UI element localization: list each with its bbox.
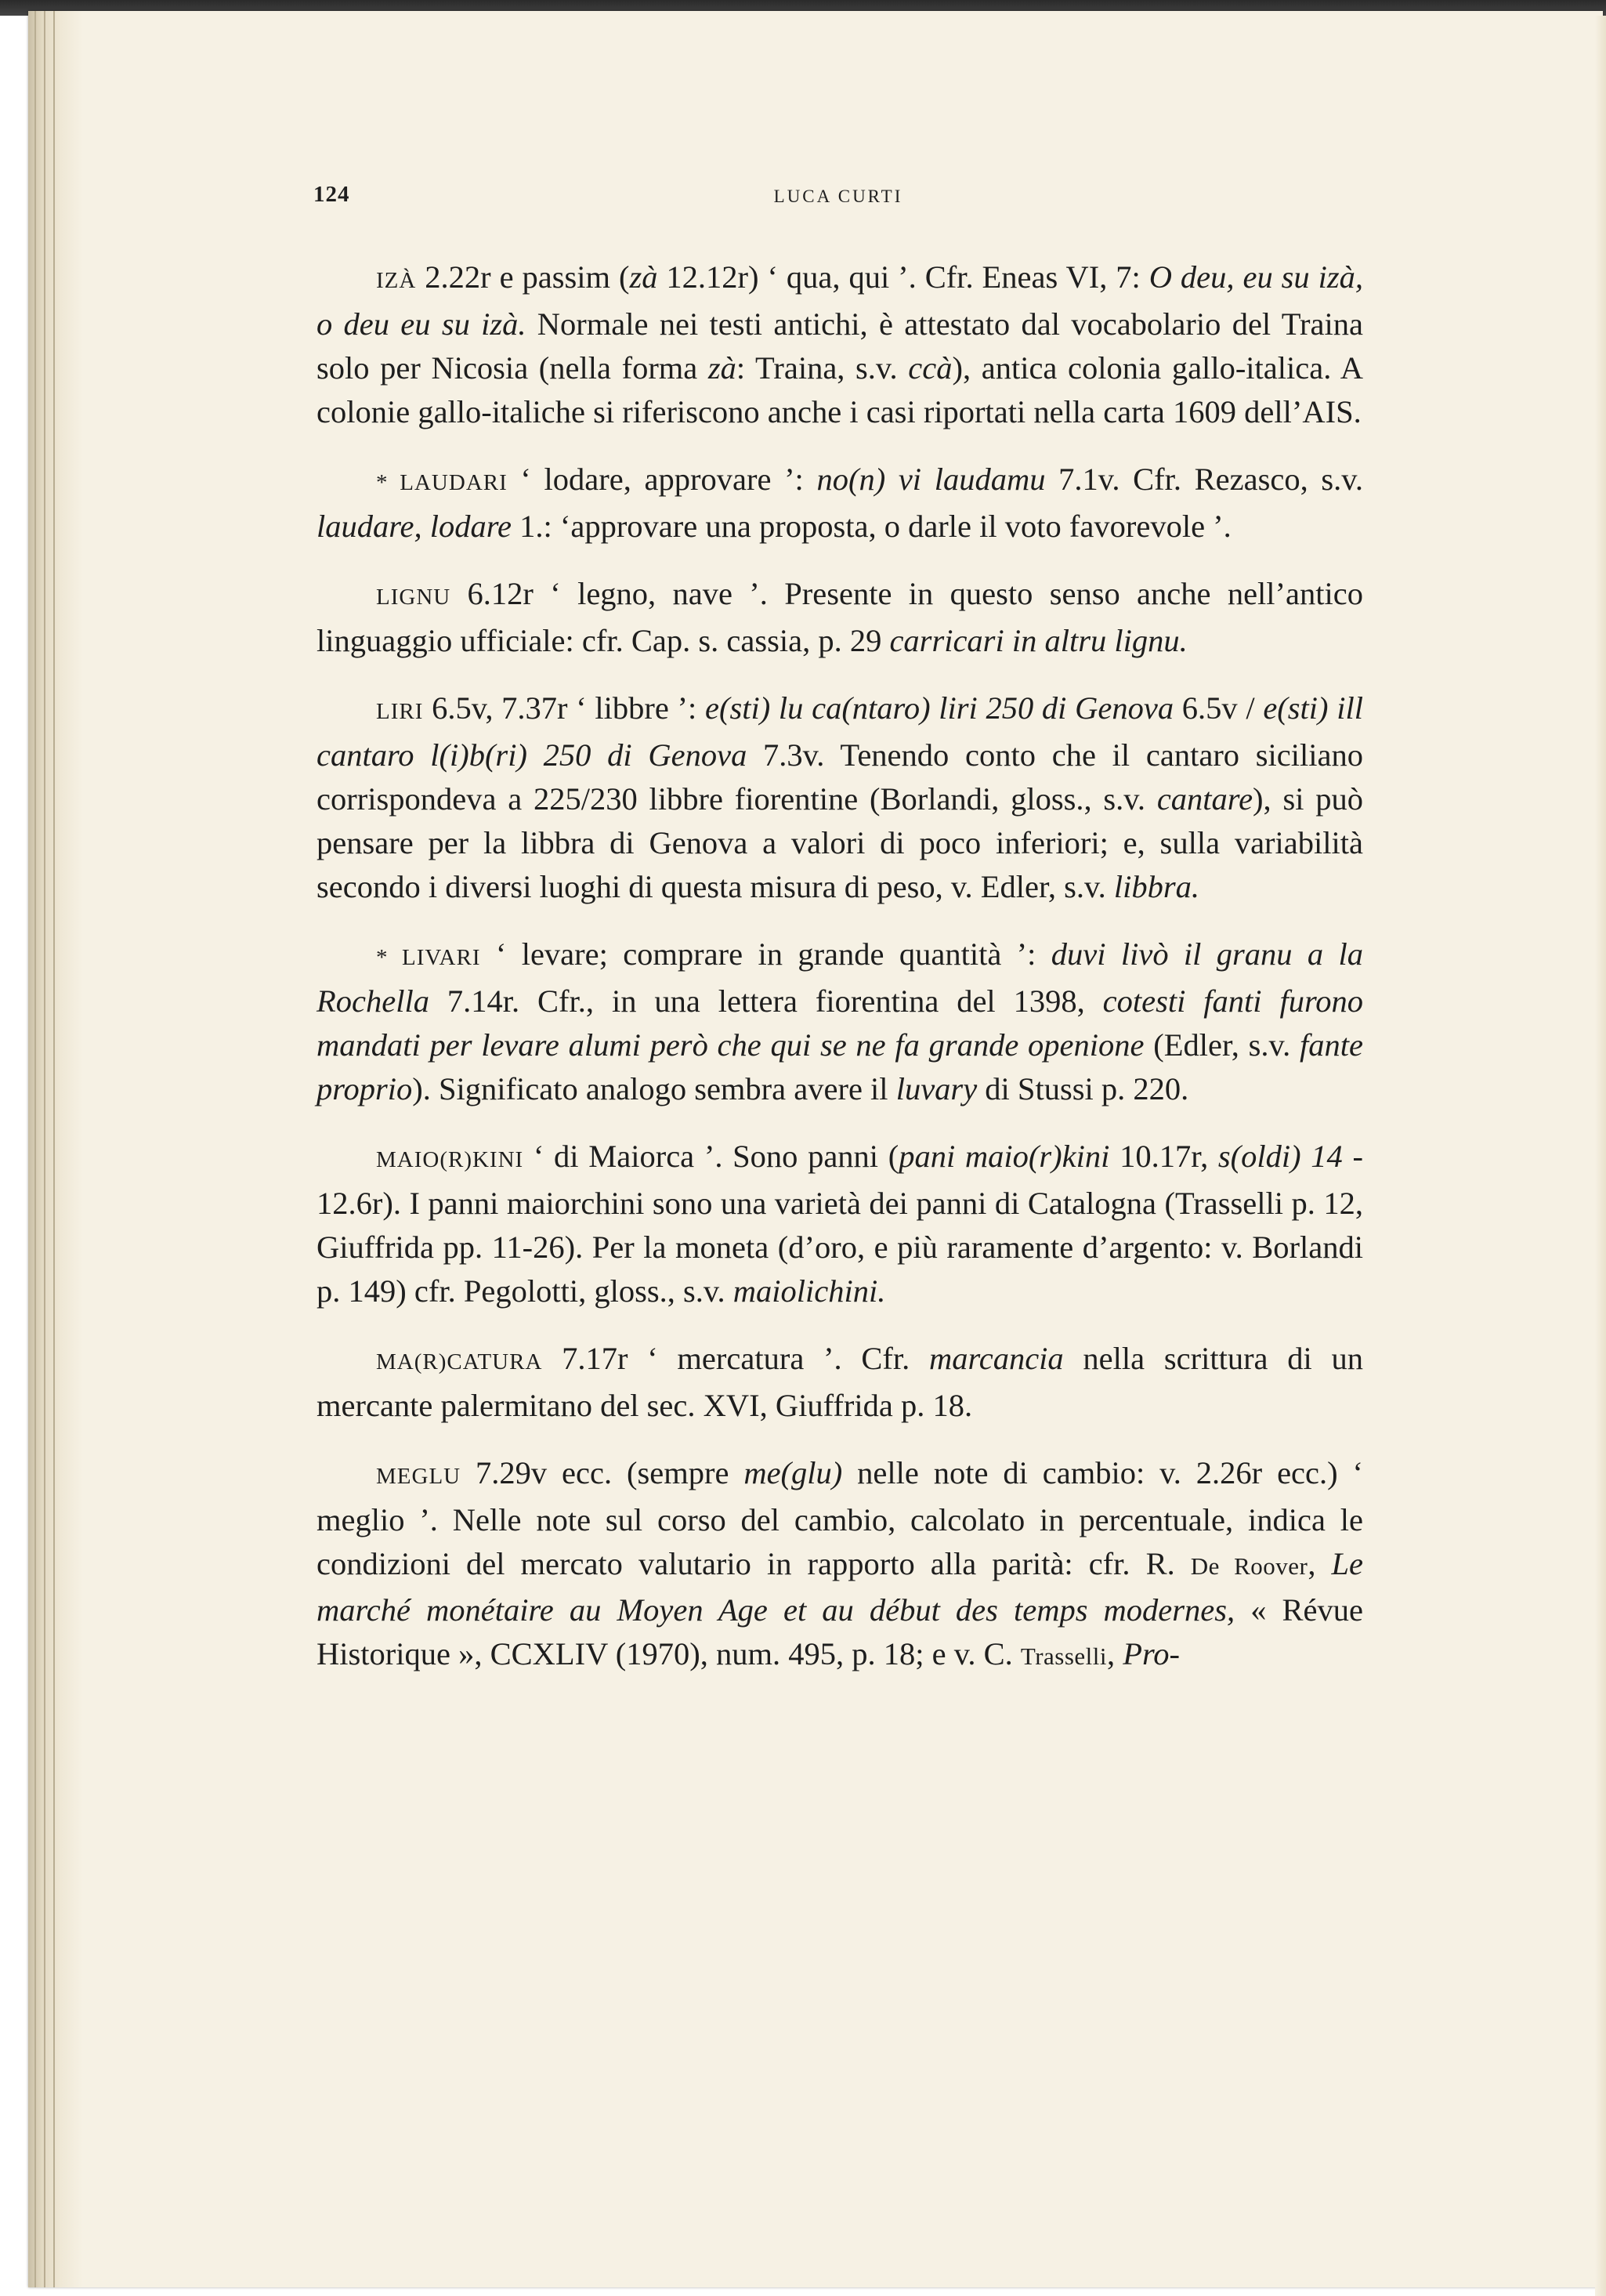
entry-italic: marcancia (928, 1341, 1064, 1376)
entry-text: : Traina, s.v. (736, 350, 909, 386)
entry-italic: me(glu) (743, 1455, 843, 1490)
entry-lemma: MEGLU (376, 1464, 461, 1489)
entry-text: (Edler, s.v. (1144, 1027, 1300, 1063)
entry-italic: fante proprio (316, 1027, 1364, 1106)
entry-italic: no(n) vi laudamu (816, 462, 1046, 497)
entry-italic: cantare (1156, 781, 1253, 817)
entry-text: 7.29v ecc. (sempre (461, 1455, 744, 1490)
entry-text: Normale nei testi antichi, è attestato dal vocabolario del Traina solo per Nicosia (nella forma (316, 306, 1363, 386)
entry-italic: libbra. (1113, 869, 1199, 904)
entry-text: 7.1v. Cfr. Rezasco, s.v. (1045, 462, 1363, 497)
entry-text: , (1107, 1636, 1123, 1671)
page-edge-line (34, 11, 36, 2287)
glossary-entry (316, 1451, 1363, 1679)
entry-text: 10.17r, (1109, 1139, 1218, 1174)
entry-italic: maiolichini. (732, 1273, 886, 1309)
page-edge-line (53, 11, 55, 2287)
entry-lemma: * LIVARI (376, 945, 481, 970)
entry-text: ), si può pensare per la libbra di Genova a valori di poco inferiori; e, sulla variabilità secondo i diversi luoghi di questa misura di peso, v. Edler, s.v. (316, 781, 1363, 904)
running-head: LUCA CURTI (773, 187, 903, 206)
entry-italic: Le marché monétaire au Moyen Age et au début des temps modernes, (316, 1546, 1364, 1628)
entry-lemma: IZÀ (376, 268, 417, 293)
entry-lemma: * LAUDARI (376, 470, 508, 495)
author-name: De Roover (1190, 1552, 1308, 1580)
entry-text: 12.12r) ‘ qua, qui ’. Cfr. Eneas VI, 7: (657, 259, 1149, 295)
entry-text: 1.: ‘approvare una proposta, o darle il voto favorevole ’. (511, 509, 1232, 544)
entry-text: , (1308, 1546, 1332, 1581)
entry-text: nelle note di cambio: v. 2.26r ecc.) ‘ meglio ’. Nelle note sul corso del cambio, calcolato in percentuale, indica le condizioni del mercato valutario in rapporto alla parità: cfr. R. (316, 1455, 1363, 1581)
entry-italic: e(sti) lu ca(ntaro) liri 250 di Genova (704, 690, 1174, 726)
page-number: 124 (313, 182, 350, 207)
glossary-entry (316, 255, 1363, 434)
entry-lemma: MAIO(R)KINI (376, 1147, 524, 1172)
entry-text: di Stussi p. 220. (977, 1071, 1189, 1106)
entry-text: ). Significato analogo sembra avere il (412, 1071, 896, 1106)
entry-italic: cotesti fanti furono mandati per levare alumi però che qui se ne fa grande openione (316, 983, 1363, 1063)
entry-text: - 12.6r). I panni maiorchini sono una varietà dei panni di Catalogna (Trasselli p. 12, Giuffrida pp. 11-26). Per la moneta (d’oro, e più raramente d’argento: v. Borlandi p. 149) cfr. Pegolotti, gloss., s.v. (316, 1139, 1363, 1309)
entry-text: 7.3v. Tenendo conto che il cantaro siciliano corrispondeva a 225/230 libbre fiorentine (Borlandi, gloss., s.v. (316, 737, 1364, 817)
entry-text: ‘ lodare, approvare ’: (507, 462, 817, 497)
glossary-entry (316, 458, 1363, 549)
entry-italic: O deu, eu su izà, o deu eu su izà. (316, 259, 1363, 342)
entry-italic: zà (707, 350, 736, 386)
entry-italic: zà (629, 259, 658, 295)
entry-text: ‘ di Maiorca ’. Sono panni ( (523, 1139, 899, 1174)
entry-text: 2.22r e passim ( (416, 259, 630, 295)
entry-italic: s(oldi) 14 (1217, 1139, 1343, 1174)
entry-italic: e(sti) ill cantaro l(i)b(ri) 250 di Genova (316, 690, 1363, 773)
author-name: Trasselli (1020, 1642, 1107, 1670)
glossary-body (316, 255, 1363, 1702)
entry-italic: carricari in altru lignu. (889, 623, 1188, 658)
entry-text: « Révue Historique », CCXLIV (1970), num. 495, p. 18; e v. C. (316, 1592, 1363, 1671)
entry-text: nella scrittura di un mercante palermitano del sec. XVI, Giuffrida p. 18. (316, 1341, 1363, 1423)
glossary-entry (316, 686, 1363, 909)
entry-italic: duvi livò il granu a la Rochella (316, 936, 1363, 1019)
entry-text: 6.5v, 7.37r ‘ libbre ’: (423, 690, 705, 726)
entry-text: 7.14r. Cfr., in una lettera fiorentina del 1398, (429, 983, 1103, 1019)
entry-italic: ccà (908, 350, 953, 386)
page-right-edge (1595, 16, 1606, 2296)
entry-text: ‘ levare; comprare in grande quantità ’: (480, 936, 1051, 972)
entry-lemma: MA(R)CATURA (376, 1349, 543, 1374)
entry-lemma: LIGNU (376, 585, 451, 610)
entry-italic: Pro- (1123, 1636, 1180, 1671)
entry-italic: laudare, lodare (316, 509, 512, 544)
entry-italic: pani maio(r)kini (899, 1139, 1110, 1174)
entry-text: 6.12r ‘ legno, nave ’. Presente in questo senso anche nell’antico linguaggio ufficiale: cfr. Cap. s. cassia, p. 29 (316, 576, 1363, 658)
entry-italic: luvary (895, 1071, 978, 1106)
page-header (313, 182, 1363, 213)
entry-lemma: LIRI (376, 699, 424, 724)
entry-text: ), antica colonia gallo-italica. A colonie gallo-italiche si riferiscono anche i casi riportati nella carta 1609 dell’AIS. (316, 350, 1363, 429)
glossary-entry (316, 572, 1363, 663)
page-edge-line (44, 11, 45, 2287)
entry-text: 7.17r ‘ mercatura ’. Cfr. (542, 1341, 929, 1376)
glossary-entry (316, 1135, 1363, 1313)
glossary-entry (316, 933, 1363, 1111)
book-spine-shadow (28, 11, 83, 2287)
entry-text: 6.5v / (1174, 690, 1264, 726)
glossary-entry (316, 1337, 1363, 1428)
